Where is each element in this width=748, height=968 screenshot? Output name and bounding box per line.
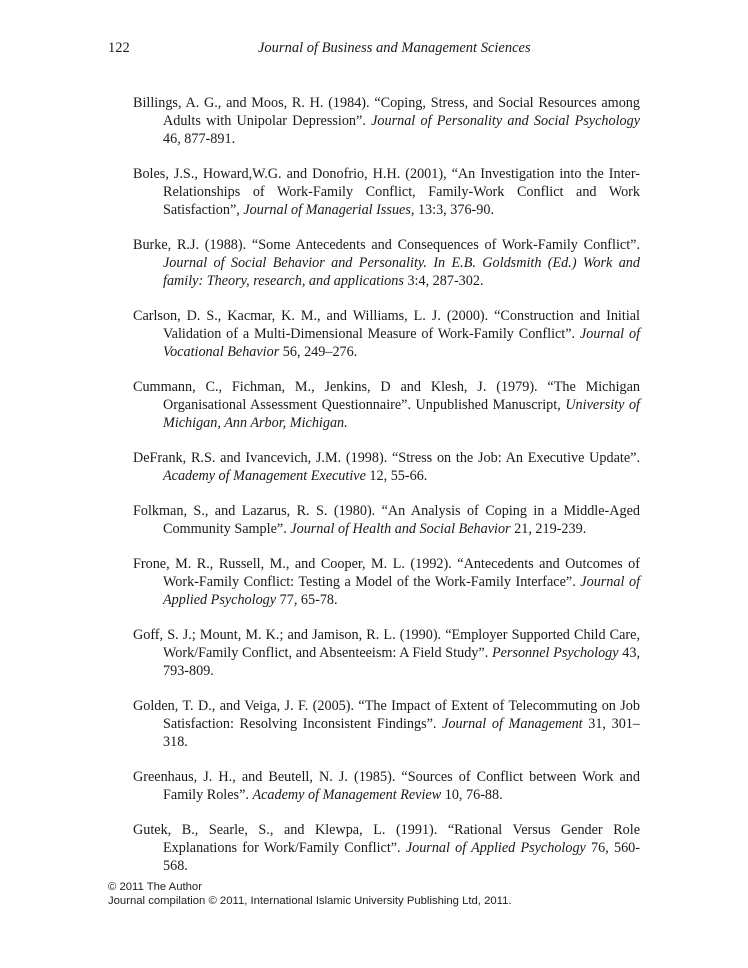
page-number: 122 — [108, 40, 130, 56]
reference-item: Boles, J.S., Howard,W.G. and Donofrio, H.H. (2001), “An Investigation into the Inter-Relationships of Work-Family Conflict, Family-Work Conflict and Work Satisfaction”, Journal of Managerial Issues, 13:3, 376-90. — [133, 166, 640, 218]
reference-item: Goff, S. J.; Mount, M. K.; and Jamison, R. L. (1990). “Employer Supported Child Care, Work/Family Conflict, and Absenteeism: A Field Study”. Personnel Psychology 43, 793-809. — [133, 627, 641, 679]
reference-list — [133, 94, 640, 892]
reference-item: Greenhaus, J. H., and Beutell, N. J. (1985). “Sources of Conflict between Work and Family Roles”. Academy of Management Review 10, 76-88. — [133, 769, 640, 803]
reference-item: Golden, T. D., and Veiga, J. F. (2005). “The Impact of Extent of Telecommuting on Job Satisfaction: Resolving Inconsistent Findings”. Journal of Management 31, 301–318. — [133, 698, 640, 750]
reference-item: Burke, R.J. (1988). “Some Antecedents and Consequences of Work-Family Conflict”. Journal of Social Behavior and Personality. In E.B. Goldsmith (Ed.) Work and family: Theory, research, and applications 3:4, 287-302. — [133, 237, 640, 289]
reference-item: Frone, M. R., Russell, M., and Cooper, M. L. (1992). “Antecedents and Outcomes of Work-Family Conflict: Testing a Model of the Work-Family Interface”. Journal of Applied Psychology 77, 65-78. — [133, 556, 641, 608]
page-footer — [108, 880, 668, 908]
compilation-line: Journal compilation © 2011, International Islamic University Publishing Ltd, 2011. — [108, 895, 512, 907]
reference-item: Carlson, D. S., Kacmar, K. M., and Williams, L. J. (2000). “Construction and Initial Validation of a Multi-Dimensional Measure of Work-Family Conflict”. Journal of Vocational Behavior 56, 249–276. — [133, 308, 641, 360]
copyright-line: © 2011 The Author — [108, 881, 202, 893]
reference-item: Cummann, C., Fichman, M., Jenkins, D and Klesh, J. (1979). “The Michigan Organisational Assessment Questionnaire”. Unpublished Manuscript, University of Michigan, Ann Arbor, Michigan. — [133, 379, 640, 431]
reference-item: Folkman, S., and Lazarus, R. S. (1980). “An Analysis of Coping in a Middle-Aged Community Sample”. Journal of Health and Social Behavior 21, 219-239. — [133, 503, 640, 537]
reference-item: Billings, A. G., and Moos, R. H. (1984). “Coping, Stress, and Social Resources among Adults with Unipolar Depression”. Journal of Personality and Social Psychology 46, 877-891. — [133, 95, 640, 147]
journal-title: Journal of Business and Management Sciences — [258, 40, 531, 56]
reference-item: Gutek, B., Searle, S., and Klewpa, L. (1991). “Rational Versus Gender Role Explanations for Work/Family Conflict”. Journal of Applied Psychology 76, 560-568. — [133, 822, 640, 874]
reference-item: DeFrank, R.S. and Ivancevich, J.M. (1998). “Stress on the Job: An Executive Update”. Academy of Management Executive 12, 55-66. — [133, 450, 640, 484]
running-header — [108, 40, 640, 62]
